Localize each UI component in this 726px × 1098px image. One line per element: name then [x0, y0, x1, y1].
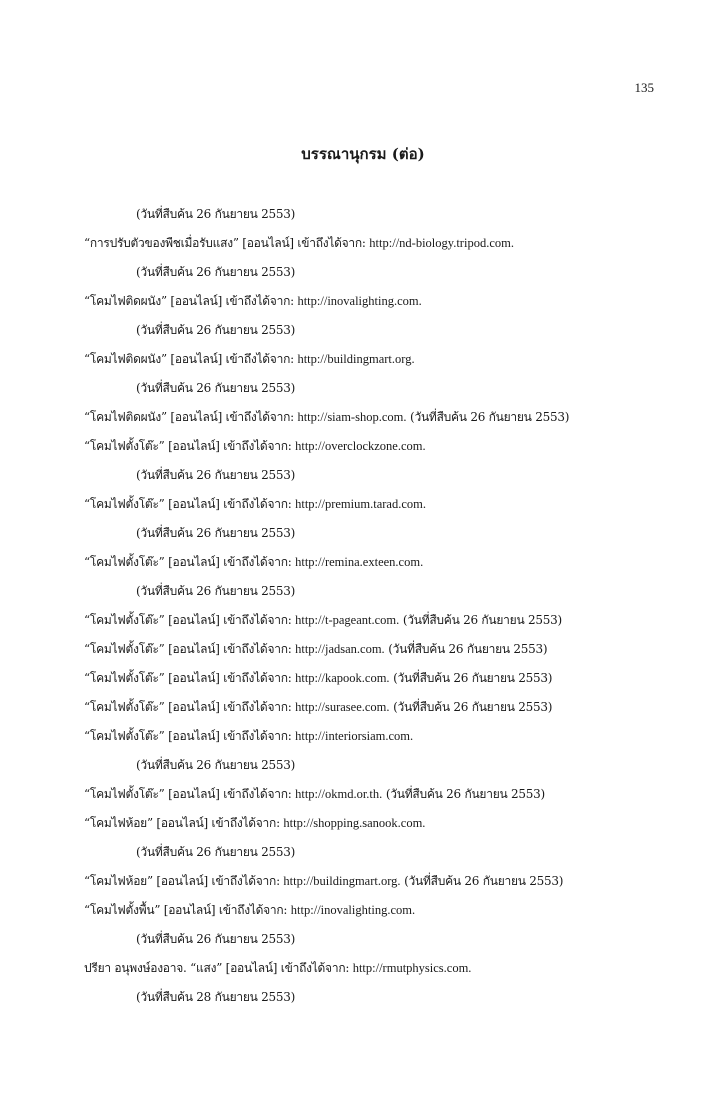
reference-continuation-line [84, 582, 684, 611]
reference-entry [84, 727, 684, 756]
reference-continuation-line [84, 930, 684, 959]
reference-url: http://t-pageant.com. [295, 613, 400, 627]
reference-entry [84, 350, 684, 379]
reference-url: http://kapook.com. [295, 671, 390, 685]
reference-text: ปรียา อนุพงษ์องอาจ. “แสง” [ออนไลน์] เข้าถึงได้จาก: [84, 961, 353, 975]
reference-text: “โคมไฟติดผนัง” [ออนไลน์] เข้าถึงได้จาก: [84, 352, 298, 366]
reference-entry [84, 669, 684, 698]
reference-continuation-line [84, 756, 684, 785]
reference-access-date: (วันที่สืบค้น 26 กันยายน 2553) [406, 410, 570, 424]
reference-entry [84, 814, 684, 843]
reference-access-date: (วันที่สืบค้น 26 กันยายน 2553) [382, 787, 545, 801]
reference-text: “โคมไฟตั้งโต๊ะ” [ออนไลน์] เข้าถึงได้จาก: [84, 700, 296, 714]
reference-access-date: (วันที่สืบค้น 26 กันยายน 2553) [384, 642, 548, 656]
reference-text: (วันที่สืบค้น 26 กันยายน 2553) [136, 468, 296, 482]
reference-text: “โคมไฟติดผนัง” [ออนไลน์] เข้าถึงได้จาก: [84, 294, 298, 308]
reference-text: “โคมไฟตั้งโต๊ะ” [ออนไลน์] เข้าถึงได้จาก: [84, 642, 296, 656]
reference-access-date: (วันที่สืบค้น 26 กันยายน 2553) [399, 613, 562, 627]
bibliography-list [84, 205, 684, 1017]
reference-continuation-line [84, 466, 684, 495]
reference-entry [84, 872, 684, 901]
reference-entry [84, 611, 684, 640]
reference-entry [84, 785, 684, 814]
reference-text: “โคมไฟติดผนัง” [ออนไลน์] เข้าถึงได้จาก: [84, 410, 298, 424]
reference-continuation-line [84, 321, 684, 350]
reference-url: http://remina.exteen.com. [295, 555, 424, 569]
reference-entry [84, 553, 684, 582]
reference-url: http://buildingmart.org. [283, 874, 401, 888]
reference-url: http://inovalighting.com. [290, 903, 416, 917]
reference-text: (วันที่สืบค้น 26 กันยายน 2553) [136, 584, 296, 598]
reference-text: “โคมไฟตั้งโต๊ะ” [ออนไลน์] เข้าถึงได้จาก: [84, 613, 296, 627]
reference-text: (วันที่สืบค้น 26 กันยายน 2553) [136, 381, 296, 395]
reference-text: (วันที่สืบค้น 26 กันยายน 2553) [136, 323, 296, 337]
reference-text: “โคมไฟห้อย” [ออนไลน์] เข้าถึงได้จาก: [84, 816, 284, 830]
reference-entry [84, 437, 684, 466]
reference-url: http://shopping.sanook.com. [283, 816, 426, 830]
reference-text: (วันที่สืบค้น 26 กันยายน 2553) [136, 758, 296, 772]
page-title: บรรณานุกรม (ต่อ) [301, 145, 425, 163]
reference-entry [84, 901, 684, 930]
reference-url: http://inovalighting.com. [297, 294, 422, 308]
reference-text: “โคมไฟตั้งโต๊ะ” [ออนไลน์] เข้าถึงได้จาก: [84, 555, 296, 569]
reference-entry [84, 698, 684, 727]
reference-continuation-line [84, 205, 684, 234]
reference-url: http://buildingmart.org. [297, 352, 415, 366]
reference-text: (วันที่สืบค้น 26 กันยายน 2553) [136, 932, 296, 946]
reference-continuation-line [84, 988, 684, 1017]
reference-text: “โคมไฟห้อย” [ออนไลน์] เข้าถึงได้จาก: [84, 874, 284, 888]
reference-url: http://okmd.or.th. [295, 787, 383, 801]
reference-access-date: (วันที่สืบค้น 26 กันยายน 2553) [389, 700, 553, 714]
reference-continuation-line [84, 843, 684, 872]
reference-text: “โคมไฟตั้งโต๊ะ” [ออนไลน์] เข้าถึงได้จาก: [84, 787, 296, 801]
reference-url: http://premium.tarad.com. [295, 497, 426, 511]
reference-text: (วันที่สืบค้น 26 กันยายน 2553) [136, 526, 296, 540]
reference-text: “โคมไฟตั้งโต๊ะ” [ออนไลน์] เข้าถึงได้จาก: [84, 439, 296, 453]
reference-url: http://surasee.com. [295, 700, 390, 714]
reference-continuation-line [84, 524, 684, 553]
reference-access-date: (วันที่สืบค้น 26 กันยายน 2553) [389, 671, 553, 685]
reference-text: (วันที่สืบค้น 26 กันยายน 2553) [136, 845, 296, 859]
reference-url: http://overclockzone.com. [295, 439, 426, 453]
reference-url: http://siam-shop.com. [297, 410, 407, 424]
reference-entry [84, 408, 684, 437]
reference-entry [84, 234, 684, 263]
reference-url: http://nd-biology.tripod.com. [369, 236, 514, 250]
reference-access-date: (วันที่สืบค้น 26 กันยายน 2553) [400, 874, 564, 888]
reference-continuation-line [84, 263, 684, 292]
reference-continuation-line [84, 379, 684, 408]
reference-entry [84, 292, 684, 321]
reference-text: “โคมไฟตั้งพื้น” [ออนไลน์] เข้าถึงได้จาก: [84, 903, 291, 917]
reference-entry [84, 959, 684, 988]
reference-text: (วันที่สืบค้น 28 กันยายน 2553) [136, 990, 296, 1004]
reference-url: http://interiorsiam.com. [295, 729, 414, 743]
reference-url: http://jadsan.com. [295, 642, 385, 656]
reference-url: http://rmutphysics.com. [352, 961, 472, 975]
reference-entry [84, 495, 684, 524]
reference-text: (วันที่สืบค้น 26 กันยายน 2553) [136, 265, 296, 279]
reference-entry [84, 640, 684, 669]
reference-text: “โคมไฟตั้งโต๊ะ” [ออนไลน์] เข้าถึงได้จาก: [84, 671, 296, 685]
reference-text: (วันที่สืบค้น 26 กันยายน 2553) [136, 207, 296, 221]
reference-text: “การปรับตัวของพืชเมื่อรับแสง” [ออนไลน์] เข้าถึงได้จาก: [84, 236, 370, 250]
reference-text: “โคมไฟตั้งโต๊ะ” [ออนไลน์] เข้าถึงได้จาก: [84, 497, 296, 511]
reference-text: “โคมไฟตั้งโต๊ะ” [ออนไลน์] เข้าถึงได้จาก: [84, 729, 296, 743]
page-number: 135 [634, 80, 654, 95]
